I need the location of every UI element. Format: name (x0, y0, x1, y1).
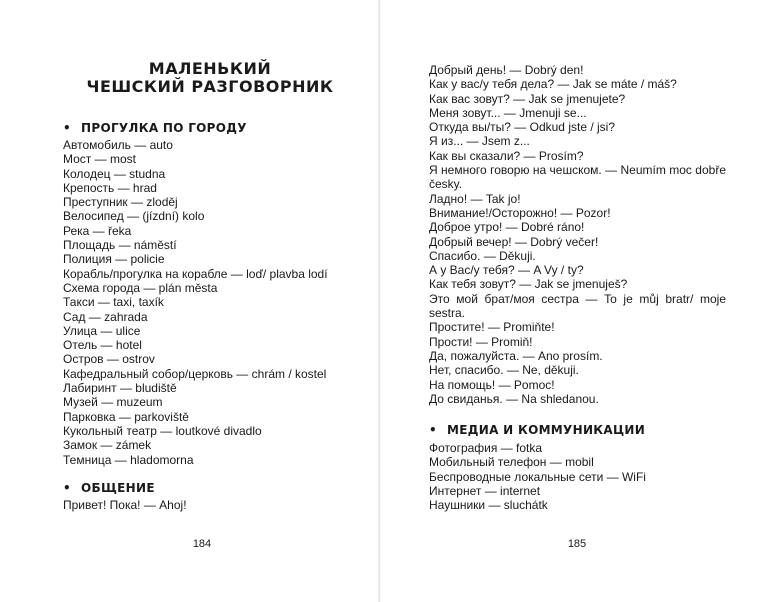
section-heading-city-walk (63, 121, 247, 135)
phrase-list-media (429, 441, 726, 512)
phrase-item: Преступник — zloděj (63, 195, 178, 210)
phrase-item: Как вы сказали? — Prosím? (429, 148, 584, 163)
section-bullet: • (429, 423, 437, 437)
phrase-item: Меня зовут... — Jmenuji se... (429, 105, 587, 120)
phrase-item: Музей — muzeum (63, 395, 163, 410)
phrase-item: Да, пожалуйста. — Ano prosím. (429, 348, 603, 363)
section-heading-media (429, 423, 645, 437)
phrase-list-communication (63, 498, 363, 512)
phrase-item: Отель — hotel (63, 338, 142, 353)
phrase-item: Корабль/прогулка на корабле — loď/ plavba lodí (63, 266, 328, 281)
phrase-item: Сад — zahrada (63, 309, 148, 324)
phrase-item: Парковка — parkoviště (63, 409, 189, 424)
phrase-item: Добрый вечер! — Dobrý večer! (429, 234, 599, 249)
phrase-item: Полиция — policie (63, 252, 165, 267)
section-heading-communication (63, 481, 155, 495)
phrase-item: Простите! — Promiňte! (429, 320, 555, 335)
phrase-list-communication-continued (429, 63, 726, 406)
phrase-item: Как тебя зовут? — Jak se jmenuješ? (429, 277, 628, 292)
phrase-item: Колодец — studna (63, 166, 166, 181)
phrase-item: Мобильный телефон — mobil (429, 455, 594, 470)
phrase-item: Ладно! — Tak jo! (429, 191, 521, 206)
phrase-item: А у Вас/у тебя? — A Vy / ty? (429, 263, 584, 278)
phrase-item: Лабиринт — bludiště (63, 381, 177, 396)
page-number-right: 185 (567, 538, 587, 550)
phrase-item: Река — řeka (63, 223, 132, 238)
phrase-item: Как вас зовут? — Jak se jmenujete? (429, 91, 626, 106)
section-bullet: • (63, 481, 71, 495)
phrase-item: Крепость — hrad (63, 180, 157, 195)
phrase-item: Нет, спасибо. — Ne, děkuji. (429, 363, 579, 378)
phrase-item: Как у вас/у тебя дела? — Jak se máte / máš? (429, 77, 677, 92)
phrase-list-city-walk (63, 138, 363, 467)
phrase-item: Доброе утро! — Dobré ráno! (429, 220, 585, 235)
phrase-item: Схема города — plán města (63, 280, 218, 295)
section-bullet: • (63, 121, 71, 135)
page-number-left: 184 (192, 538, 212, 550)
phrase-item: Внимание!/Осторожно! — Pozor! (429, 205, 611, 220)
section-heading-label: ОБЩЕНИЕ (81, 481, 155, 495)
phrase-item: Улица — ulice (63, 323, 141, 338)
book-title-line-2: ЧЕШСКИЙ РАЗГОВОРНИК (86, 77, 334, 96)
book-title (60, 60, 360, 96)
section-heading-label: ПРОГУЛКА ПО ГОРОДУ (81, 121, 247, 135)
book-title-line-1: МАЛЕНЬКИЙ (148, 59, 272, 78)
phrase-item: Я немного говорю на чешском. — Neumím moc dobře česky. (429, 163, 726, 192)
phrase-item: Интернет — internet (429, 483, 541, 498)
phrase-item: Кафедральный собор/церковь — chrám / kostel (63, 366, 327, 381)
phrase-item: Фотография — fotka (429, 441, 543, 455)
phrase-item: Наушники — sluchátk (429, 498, 548, 513)
phrase-item: На помощь! — Pomoc! (429, 377, 555, 392)
section-heading-label: МЕДИА И КОММУНИКАЦИИ (447, 423, 646, 437)
phrase-item: Прости! — Promiň! (429, 334, 533, 349)
phrase-item: Такси — taxi, taxík (63, 295, 164, 310)
phrase-item: Площадь — náměstí (63, 238, 177, 253)
phrase-item: Остров — ostrov (63, 352, 155, 367)
phrase-item: Спасибо. — Děkuji. (429, 248, 536, 263)
phrase-item: Это мой брат/моя сестра — To je můj bratr/ moje sestra. (429, 291, 726, 321)
phrase-item: Добрый день! — Dobrý den! (429, 63, 584, 77)
phrase-item: Велосипед — (jízdní) kolo (63, 209, 205, 224)
phrase-item: Мост — most (63, 152, 136, 167)
phrase-item: Замок — zámek (63, 438, 152, 453)
phrase-item: Беспроводные локальные сети — WiFi (429, 469, 646, 484)
phrase-item: Темница — hladomorna (63, 452, 194, 467)
phrase-item: Автомобиль — auto (63, 138, 173, 152)
phrase-item: Кукольный театр — loutkové divadlo (63, 423, 262, 438)
right-page (379, 0, 758, 602)
phrase-item: До свиданья. — Na shledanou. (429, 391, 599, 406)
phrase-item: Привет! Пока! — Ahoj! (63, 498, 187, 512)
phrase-item: Я из... — Jsem z... (429, 134, 530, 149)
phrase-item: Откуда вы/ты? — Odkud jste / jsi? (429, 120, 615, 135)
